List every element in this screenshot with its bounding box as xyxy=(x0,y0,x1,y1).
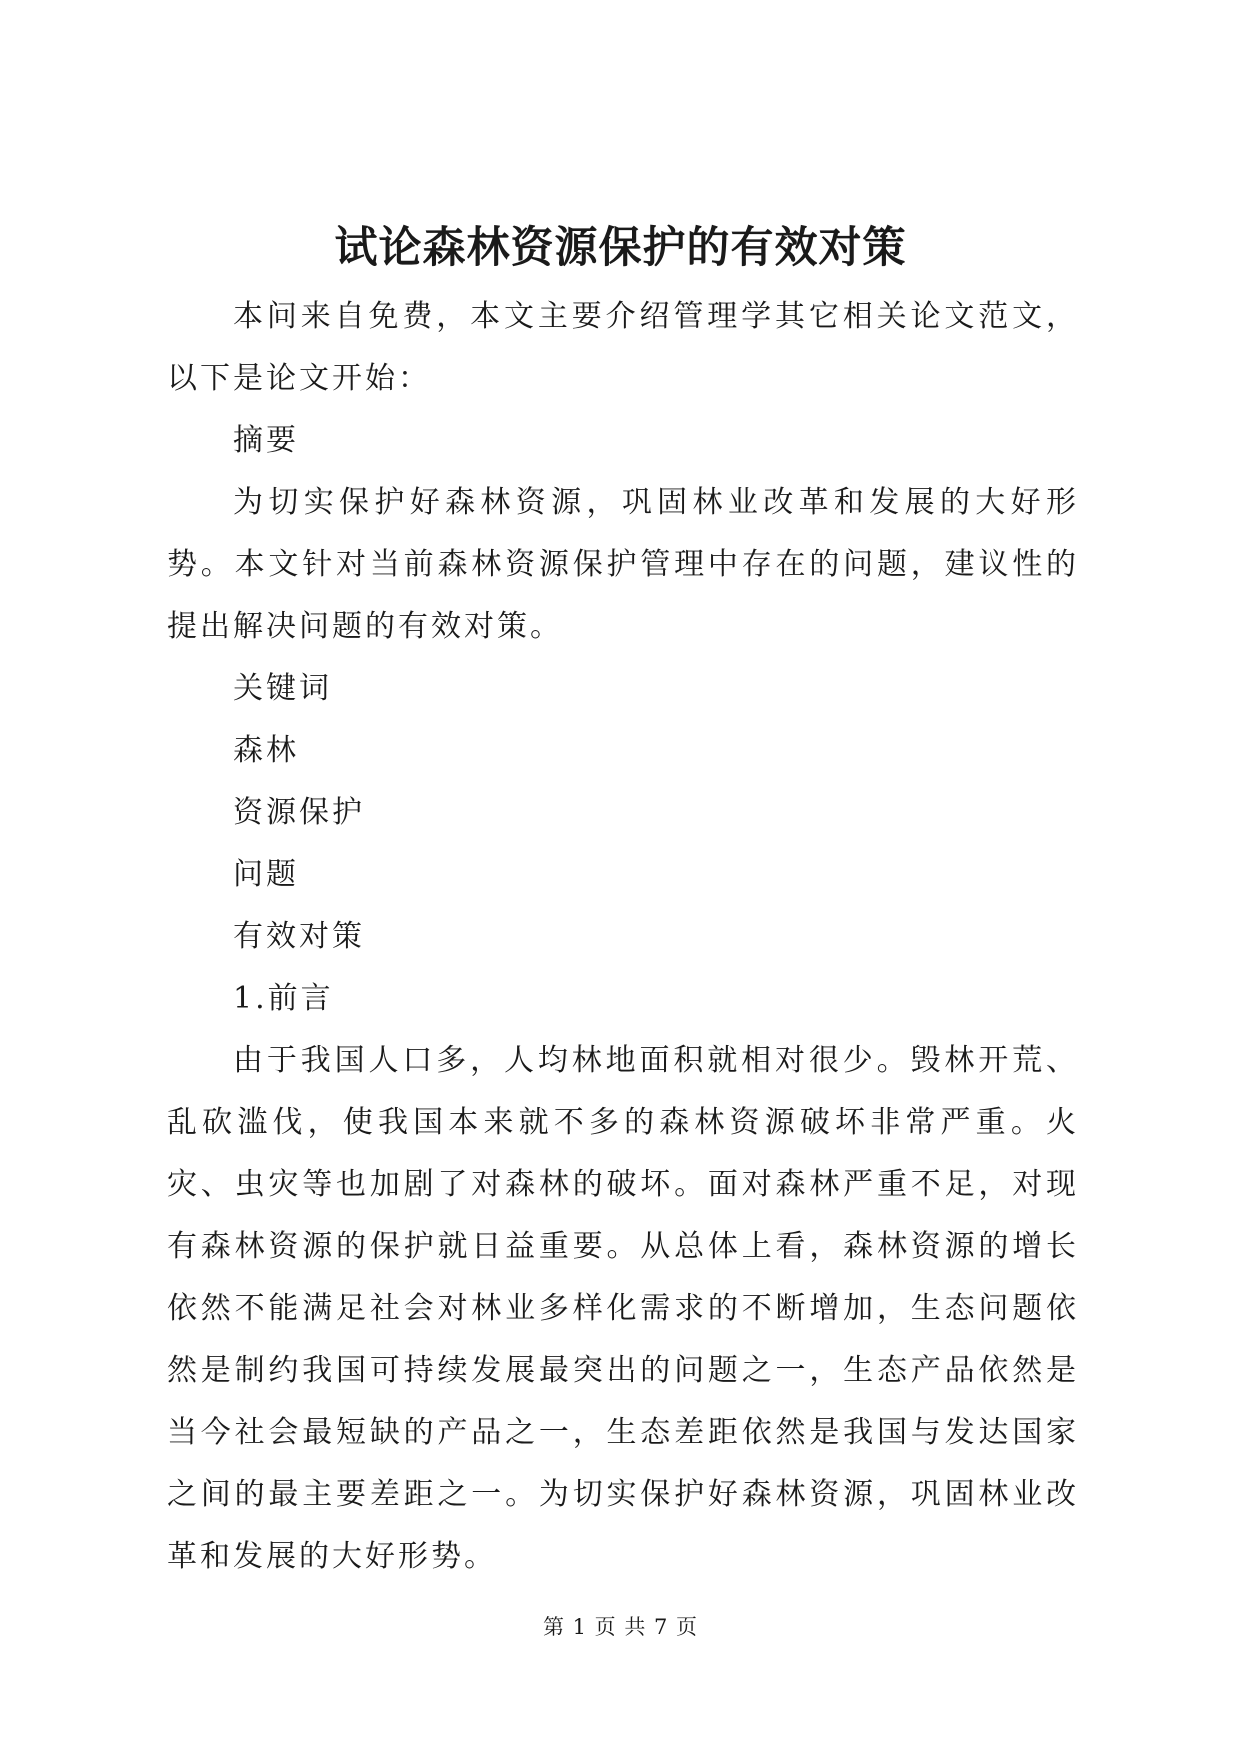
paragraph-keywords-heading: 关键词 xyxy=(233,671,332,706)
keyword-item: 问题 xyxy=(233,857,299,892)
paragraph-intro: 本问来自免费，本文主要介绍管理学其它相关论文范文，以下是论文开始： xyxy=(167,299,1079,396)
keyword-item: 资源保护 xyxy=(233,795,365,830)
paragraph-preface-body: 由于我国人口多，人均林地面积就相对很少。毁林开荒、乱砍滥伐，使我国本来就不多的森林资源破坏非常严重。火灾、虫灾等也加剧了对森林的破坏。面对森林严重不足，对现有森林资源的保护就日益重要。从总体上看，森林资源的增长依然不能满足社会对林业多样化需求的不断增加，生态问题依然是制约我国可持续发展最突出的问题之一，生态产品依然是当今社会最短缺的产品之一，生态差距依然是我国与发达国家之间的最主要差距之一。为切实保护好森林资源，巩固林业改革和发展的大好形势。 xyxy=(167,1043,1079,1574)
paragraph-abstract-heading: 摘要 xyxy=(233,423,299,458)
document-title: 试论森林资源保护的有效对策 xyxy=(334,223,907,273)
document-body xyxy=(167,286,1079,1588)
page-footer: 第 1 页 共 7 页 xyxy=(542,1615,699,1639)
keyword-item: 森林 xyxy=(233,733,299,768)
paragraph-abstract: 为切实保护好森林资源，巩固林业改革和发展的大好形势。本文针对当前森林资源保护管理中存在的问题，建议性的提出解决问题的有效对策。 xyxy=(167,485,1079,644)
keyword-item: 有效对策 xyxy=(233,919,365,954)
section-heading-preface: 1.前言 xyxy=(233,981,334,1016)
